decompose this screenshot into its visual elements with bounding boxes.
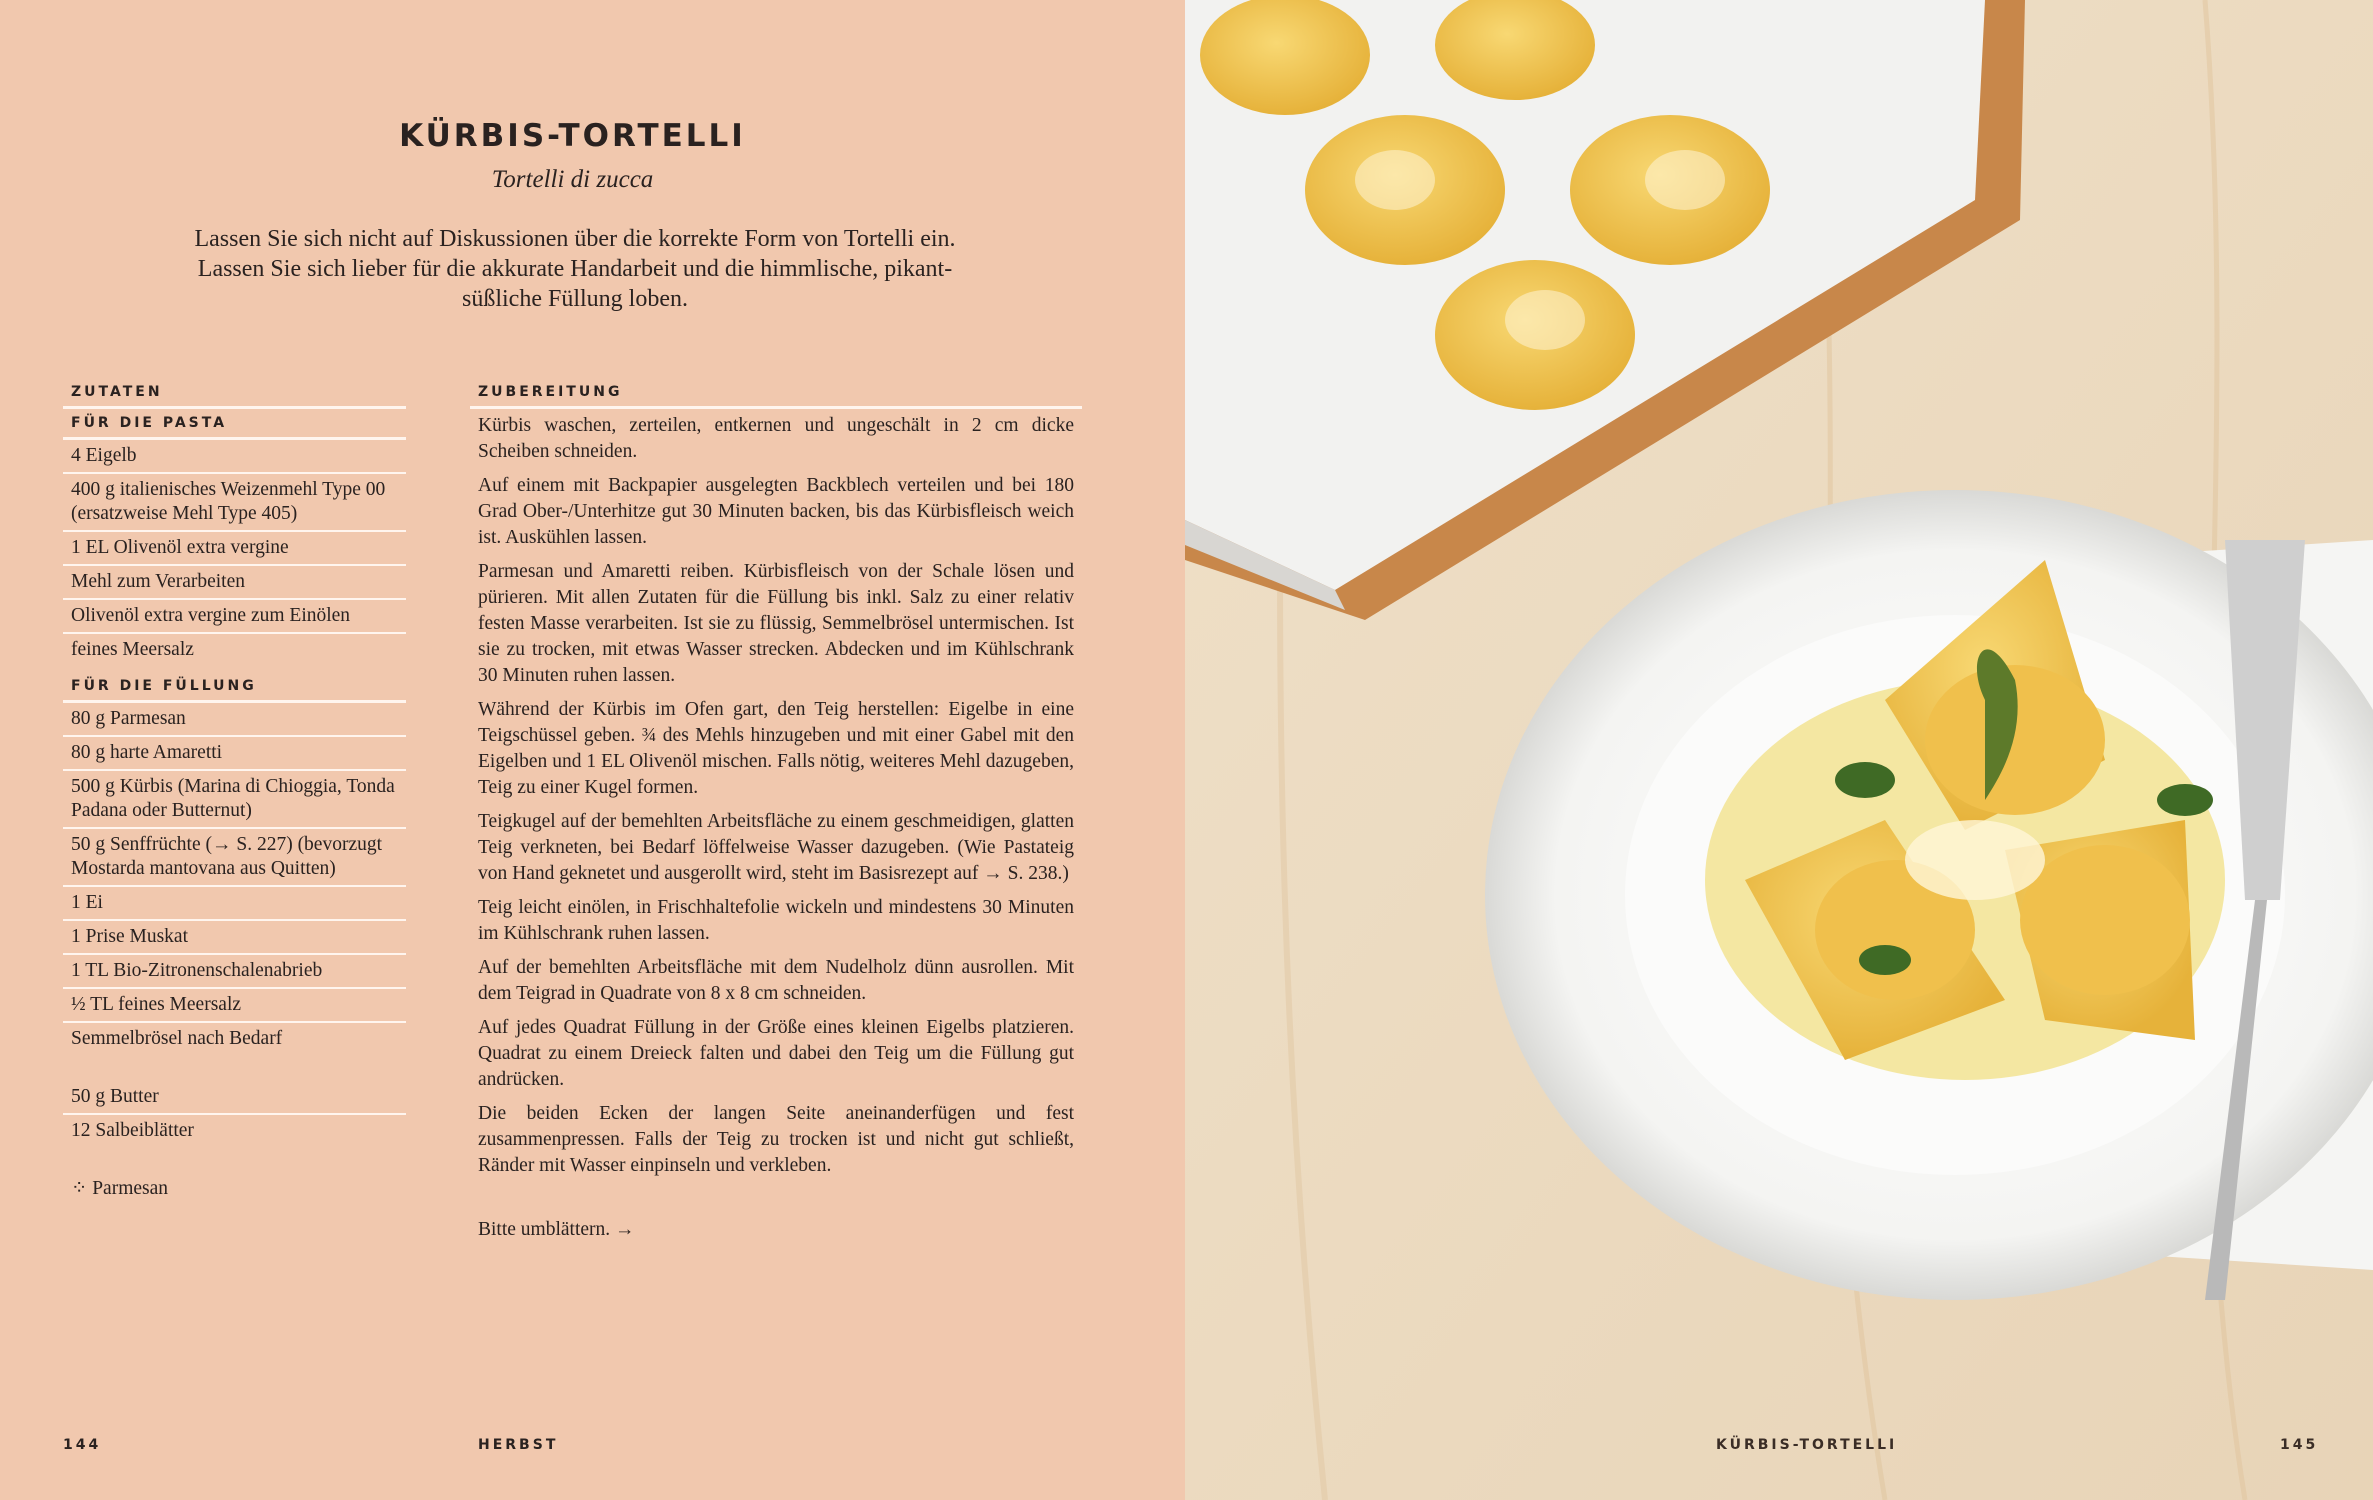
ingredient-item: 80 g Parmesan <box>63 703 406 737</box>
ingredient-item: 50 g Butter <box>63 1081 406 1115</box>
ingredient-item: feines Meersalz <box>71 639 194 660</box>
page-number-left: 144 <box>63 1437 102 1453</box>
ingredient-item: Semmelbrösel nach Bedarf <box>71 1028 283 1049</box>
tortelli-photo <box>1185 0 2373 1500</box>
recipe-title: KÜRBIS-TORTELLI <box>399 118 746 154</box>
preparation-step: Parmesan und Amaretti reiben. Kürbisfleisch von der Schale lösen und pürieren. Mit allen Zutaten für die Füllung bis inkl. Salz zu einer relativ festen Masse verarbeiten. Ist sie zu flüssig, Semmelbrösel untermischen. Ist sie zu trocken, mit etwas Wasser strecken. Abdecken und im Kühlschrank 30 Minuten ruhen lassen. <box>478 561 1074 686</box>
left-page <box>0 0 1185 1500</box>
food-photo <box>1185 0 2373 1500</box>
preparation-column <box>470 380 1082 1241</box>
ingredients-column <box>63 380 406 1205</box>
ingredient-item: 1 TL Bio-Zitronenschalenabrieb <box>63 955 406 989</box>
ingredient-item: Olivenöl extra vergine zum Einölen <box>63 600 406 634</box>
preparation-step: Teig leicht einölen, in Frischhaltefolie wickeln und mindestens 30 Minuten im Kühlschrank ruhen lassen. <box>478 897 1074 944</box>
serving-suggestion: ⁘ Parmesan <box>71 1178 169 1199</box>
ingredient-item: 80 g harte Amaretti <box>63 737 406 771</box>
ingredient-item: ½ TL feines Meersalz <box>63 989 406 1023</box>
pasta-heading: FÜR DIE PASTA <box>63 409 406 440</box>
continue-note: Bitte umblättern. → <box>478 1219 635 1240</box>
preparation-step: Auf der bemehlten Arbeitsfläche mit dem Nudelholz dünn ausrollen. Mit dem Teigrad in Quadrate von 8 x 8 cm schneiden. <box>478 957 1074 1004</box>
preparation-step: Auf einem mit Backpapier ausgelegten Backblech verteilen und bei 180 Grad Ober-/Unterhitze gut 30 Minuten backen, bis das Kürbisfleisch weich ist. Auskühlen lassen. <box>478 475 1074 548</box>
filling-heading: FÜR DIE FÜLLUNG <box>63 666 406 703</box>
ingredient-item: 50 g Senffrüchte (→ S. 227) (bevorzugt Mostarda mantovana aus Quitten) <box>63 829 406 887</box>
ingredient-item: 500 g Kürbis (Marina di Chioggia, Tonda Padana oder Butternut) <box>63 771 406 829</box>
page-number-right: 145 <box>2280 1437 2319 1453</box>
ingredient-item: 1 Ei <box>63 887 406 921</box>
recipe-subtitle: Tortelli di zucca <box>491 166 654 193</box>
preparation-step: Teigkugel auf der bemehlten Arbeitsfläche zu einem geschmeidigen, glatten Teig verkneten, bei Bedarf löffelweise Wasser dazugeben. (Wie Pastateig von Hand geknetet und ausgerollt wird, steht im Basisrezept auf → S. 238.) <box>478 811 1074 884</box>
ingredient-item: 12 Salbeiblätter <box>71 1120 194 1141</box>
preparation-step: Die beiden Ecken der langen Seite aneinanderfügen und fest zusammenpressen. Falls der Teig zu trocken ist und nicht gut schließt, Ränder mit Wasser einpinseln und verkleben. <box>478 1103 1074 1176</box>
ingredients-heading: ZUTATEN <box>63 380 406 409</box>
ingredient-item: 1 EL Olivenöl extra vergine <box>63 532 406 566</box>
ingredient-item: Mehl zum Verarbeiten <box>63 566 406 600</box>
preparation-heading: ZUBEREITUNG <box>470 380 1082 409</box>
recipe-intro: Lassen Sie sich nicht auf Diskussionen über die korrekte Form von Tortelli ein. Lassen Sie sich lieber für die akkurate Handarbeit und die himmlische, pikant-süßliche Füllung loben. <box>194 226 956 312</box>
ingredient-item: 1 Prise Muskat <box>63 921 406 955</box>
running-title: KÜRBIS-TORTELLI <box>1716 1437 1898 1453</box>
ingredient-item: 4 Eigelb <box>63 440 406 474</box>
ingredient-item: 400 g italienisches Weizenmehl Type 00 (ersatzweise Mehl Type 405) <box>63 474 406 532</box>
preparation-step: Auf jedes Quadrat Füllung in der Größe eines kleinen Eigelbs platzieren. Quadrat zu einem Dreieck falten und dabei den Teig um die Füllung gut andrücken. <box>478 1017 1074 1090</box>
preparation-step: Kürbis waschen, zerteilen, entkernen und ungeschält in 2 cm dicke Scheiben schneiden. <box>478 415 1074 462</box>
section-label: HERBST <box>478 1437 559 1453</box>
preparation-step: Während der Kürbis im Ofen gart, den Teig herstellen: Eigelbe in eine Teigschüssel geben. ¾ des Mehls hinzugeben und mit einer Gabel mit den Eigelben und 1 EL Olivenöl mischen. Falls nötig, weiteres Mehl dazugeben, Teig zu einer Kugel formen. <box>478 699 1074 798</box>
